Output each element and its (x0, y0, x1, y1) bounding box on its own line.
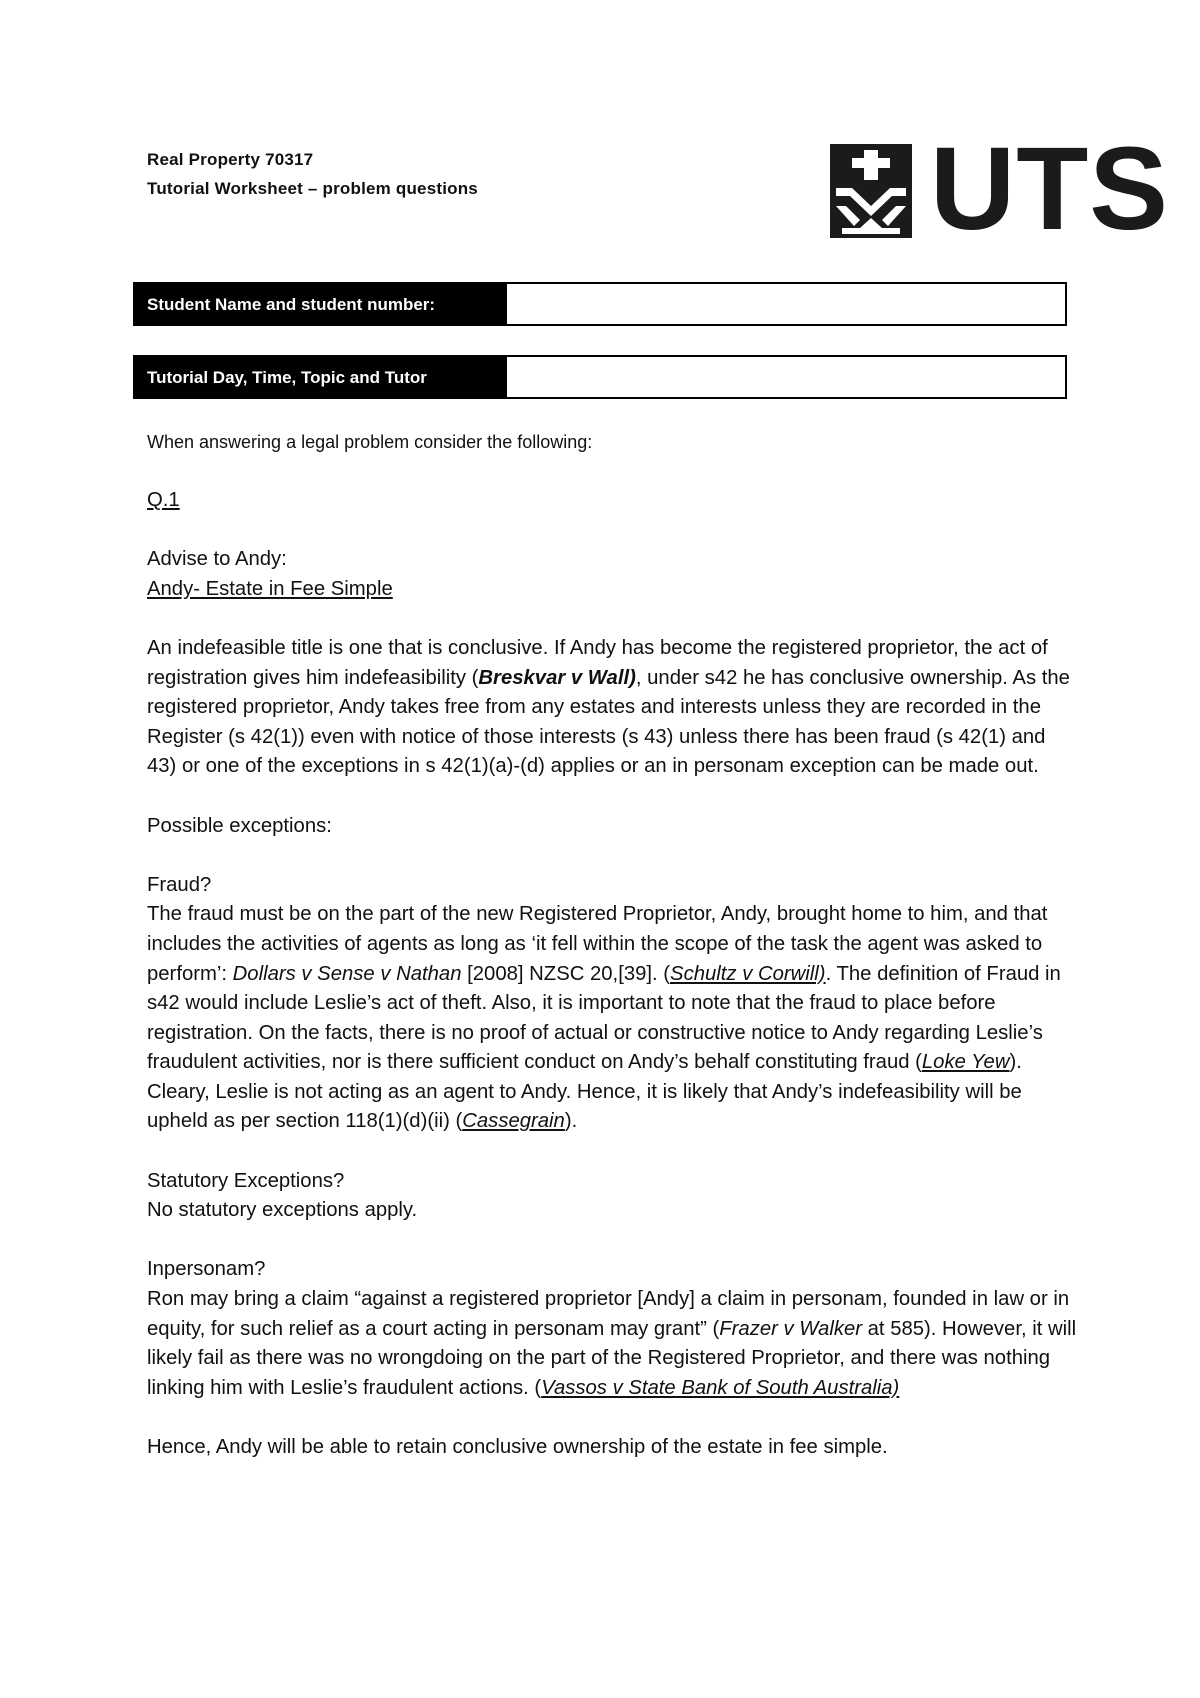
statutory-text: No statutory exceptions apply. (147, 1199, 418, 1222)
question-number: Q.1 (147, 489, 180, 511)
student-name-field-row (133, 282, 1067, 326)
case-breskvar: Breskvar v Wall) (478, 666, 636, 689)
answer-body (147, 486, 1077, 1463)
course-title: Real Property 70317 (147, 150, 314, 169)
case-frazer: Frazer v Walker (719, 1317, 863, 1340)
tutorial-details-field-row (133, 355, 1067, 399)
case-vassos: Vassos v State Bank of South Australia) (541, 1376, 900, 1399)
advise-line: Advise to Andy: (147, 548, 287, 571)
case-cassegrain: Cassegrain (462, 1110, 565, 1133)
case-loke-yew: Loke Yew (921, 1051, 1010, 1074)
fraud-heading: Fraud? (147, 873, 212, 896)
uts-logo (830, 123, 1169, 255)
uts-crest-icon (830, 144, 912, 238)
case-schultz: Schultz v Corwill) (670, 962, 826, 985)
worksheet-title: Tutorial Worksheet – problem questions (147, 179, 478, 198)
fraud-paragraph: The fraud must be on the part of the new Registered Proprietor, Andy, brought home to him, and that includes the activities of agents as long as ‘it fell within the scope of the task the agent was asked to perform’: Dollars v Sense v Nathan [2008] NZSC 20,[39]. (Schultz v Corwill). The definition of Fraud in s42 would include Leslie’s act of theft. Also, it is important to note that the fraud to place before registration. On the facts, there is no proof of actual or constructive notice to Andy regarding Leslie’s fraudulent activities, nor is there sufficient conduct on Andy’s behalf constituting fraud (Loke Yew). Cleary, Leslie is not acting as an agent to Andy. Hence, it is likely that Andy’s indefeasibility will be upheld as per section 118(1)(d)(ii) (Cassegrain). (147, 903, 1061, 1133)
possible-exceptions: Possible exceptions: (147, 814, 332, 837)
inpersonam-heading: Inpersonam? (147, 1258, 266, 1281)
student-name-label: Student Name and student number: (133, 282, 505, 326)
indefeasibility-paragraph: An indefeasible title is one that is conclusive. If Andy has become the registered proprietor, the act of registration gives him indefeasibility (Breskvar v Wall), under s42 he has conclusive ownership. As the registered proprietor, Andy takes free from any estates and interests unless they are recorded in the Register (s 42(1)) even with notice of those interests (s 43) unless there has been fraud (s 42(1) and 43) or one of the exceptions in s 42(1)(a)-(d) applies or an in personam exception can be made out. (147, 636, 1070, 778)
case-dollars-sense: Dollars v Sense v Nathan (232, 962, 462, 985)
tutorial-details-input[interactable] (505, 355, 1067, 399)
intro-text: When answering a legal problem consider the following: (147, 432, 593, 452)
estate-heading: Andy- Estate in Fee Simple (147, 577, 393, 600)
tutorial-details-label: Tutorial Day, Time, Topic and Tutor (133, 355, 505, 399)
logo-text: UTS (930, 123, 1169, 255)
student-name-input[interactable] (505, 282, 1067, 326)
statutory-heading: Statutory Exceptions? (147, 1169, 345, 1192)
conclusion: Hence, Andy will be able to retain conclusive ownership of the estate in fee simple. (147, 1436, 888, 1458)
inpersonam-paragraph: Ron may bring a claim “against a registered proprietor [Andy] a claim in personam, founded in law or in equity, for such relief as a court acting in personam may grant” (Frazer v Walker at 585). However, it will likely fail as there was no wrongdoing on the part of the Registered Proprietor, and there was nothing linking him with Leslie’s fraudulent actions. (Vassos v State Bank of South Australia) (147, 1288, 1077, 1399)
